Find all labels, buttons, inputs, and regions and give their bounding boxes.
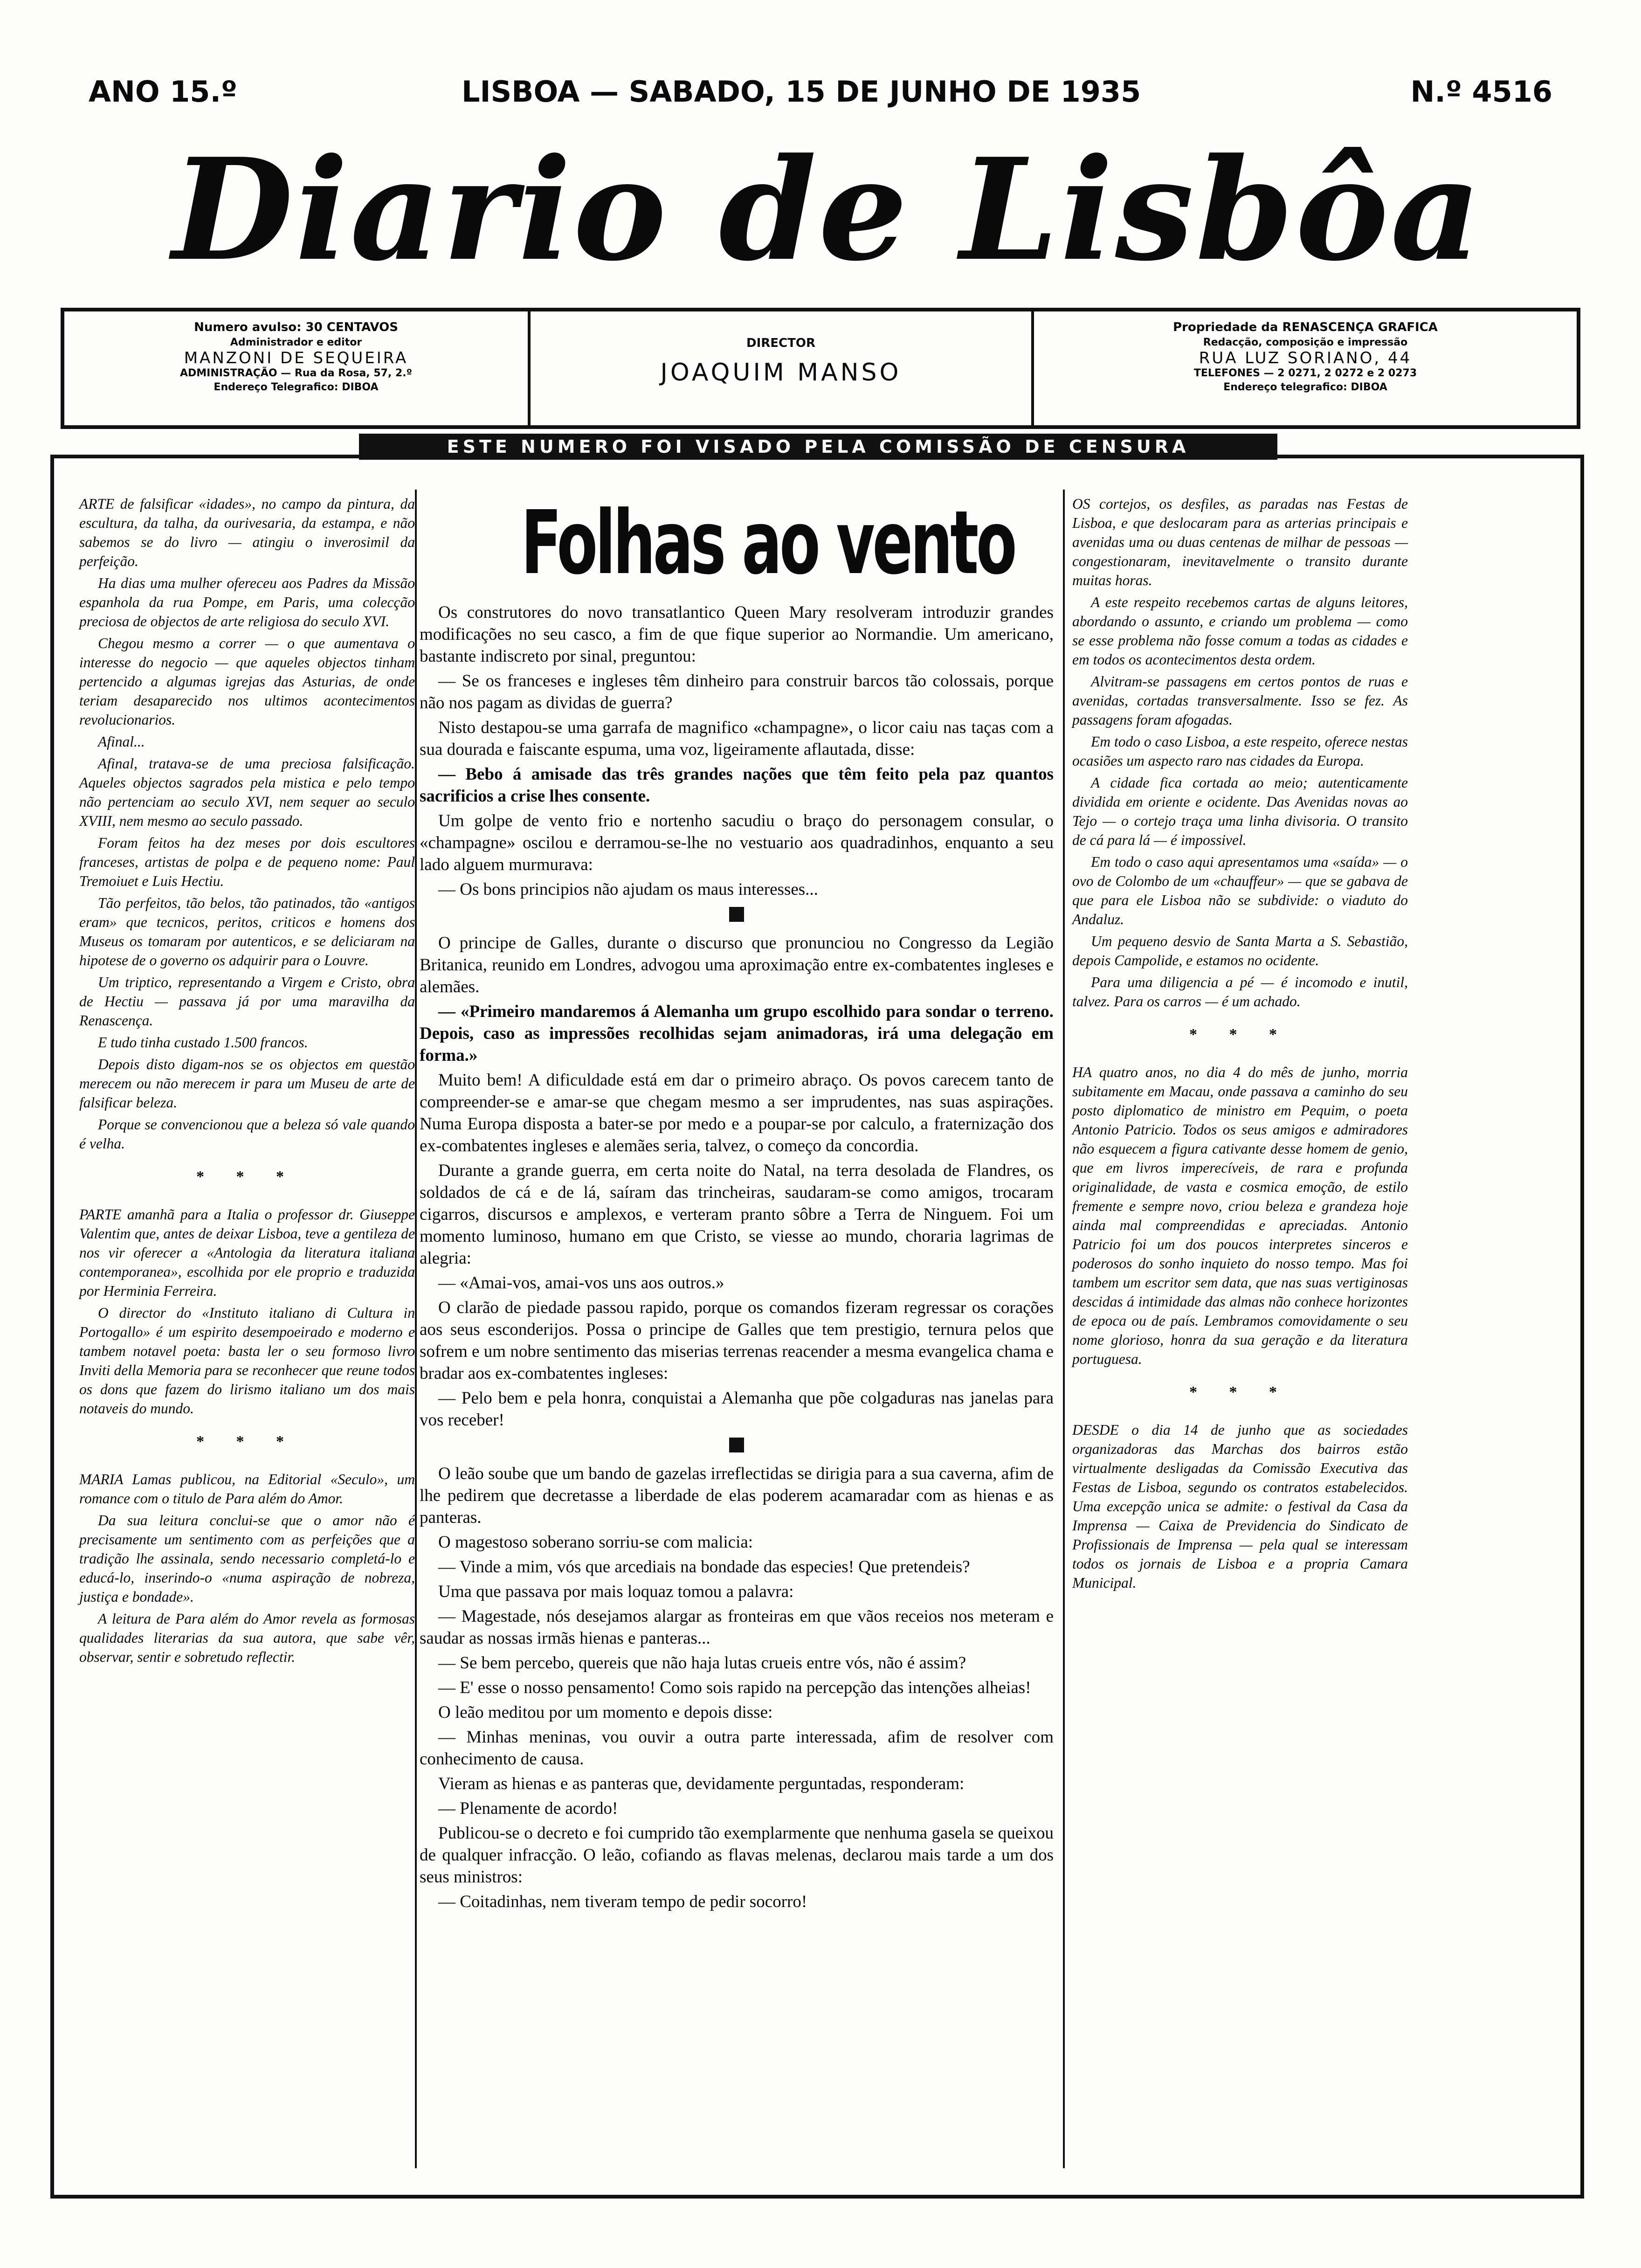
center-column — [420, 602, 1054, 1915]
center-para: Os construtores do novo transatlantico Queen Mary resolveram introduzir grandes modificações no seu casco, a fim de que fique superior ao Normandie. Um americano, bastante indiscreto por sinal, preguntou: — [420, 603, 1054, 666]
press-address: RUA LUZ SORIANO, 44 — [1199, 349, 1412, 367]
right-para: Para uma diligencia a pé — é incomodo e inutil, talvez. Para os carros — é um achado. — [1072, 974, 1408, 1010]
center-para: — Os bons principios não ajudam os maus interesses... — [438, 880, 818, 899]
director-label: DIRECTOR — [746, 336, 815, 350]
right-para: OS cortejos, os desfiles, as paradas nas Festas de Lisboa, e que deslocaram para as arterias principais e avenidas uma ou duas centenas de milhar de pessoas — congestionaram, inevitavelmente o transito durante muitas horas. — [1072, 496, 1408, 588]
center-para: Uma que passava por mais loquaz tomou a palavra: — [438, 1582, 794, 1601]
left-para: E tudo tinha custado 1.500 francos. — [98, 1034, 308, 1051]
center-para: — «Amai-vos, amai-vos uns aos outros.» — [438, 1273, 724, 1293]
section-separator: * * * — [1189, 1383, 1291, 1401]
section-separator: * * * — [1189, 1026, 1291, 1043]
right-para: HA quatro anos, no dia 4 do mês de junho, morria subitamente em Macau, onde passava a caminho do seu posto diplomatico de ministro em Pequim, o poeta Antonio Patricio. Todos os seus amigos e admiradores não esquecem a figura cativante desse homem de genio, que em livros imperecíveis, de rara e profunda originalidade, de vasta e cosmica emoção, de estilo fremente e sempre novo, criou beleza e grandeza hoje ainda mal compreendidas e apreciadas. Antonio Patricio foi um dos poucos interpretes sinceros e poderosos do sonho inquieto do nosso tempo. Mas foi tambem um escritor sem data, que nas suas vertiginosas descidas á intimidade das almas não conhece horizontes de epoca ou de país. Lembramos comovidamente o seu nome glorioso, honra da sua geração e da literatura portuguesa. — [1072, 1064, 1408, 1367]
press-line: Redacção, composição e impressão — [1203, 337, 1408, 348]
header-topline — [75, 75, 1566, 117]
left-para: Chegou mesmo a correr — o que aumentava o interesse do negocio — que aqueles objectos tinham pertencido a algumas igrejas das Asturias, de onde teriam desaparecido nos ultimos acontecimentos revolucionarios. — [79, 635, 415, 728]
left-para: ARTE de falsificar «idades», no campo da pintura, da escultura, da talha, da ourivesaria, da estampa, e não sabemos se do livro — atingiu o inverosimil da perfeição. — [79, 496, 415, 569]
left-para: Um triptico, representando a Virgem e Cristo, obra de Hectiu — passava já por uma maravilha da Renascença. — [79, 974, 415, 1029]
center-para: — Vinde a mim, vós que arcediais na bondade das especies! Que pretendeis? — [438, 1557, 970, 1577]
left-para: Ha dias uma mulher ofereceu aos Padres da Missão espanhola da rua Pompe, em Paris, uma colecção preciosa de objectos de arte religiosa do seculo XVI. — [79, 575, 415, 629]
left-para: Da sua leitura conclui-se que o amor não é precisamente um sentimento com as perfeições que a tradição lhe assinala, sendo necessario completá-lo e educá-lo, inserindo-o «numa aspiração de nobreza, justiça e bondade». — [79, 1512, 415, 1605]
left-para: Porque se convencionou que a beleza só vale quando é velha. — [79, 1116, 415, 1152]
center-para: Publicou-se o decreto e foi cumprido tão exemplarmente que nenhuma gasela se queixou de qualquer infracção. O leão, cofiando as flavas melenas, declarou mais tarde a um dos seus ministros: — [420, 1824, 1054, 1887]
admin-title: Administrador e editor — [230, 337, 362, 348]
center-para: Vieram as hienas e as panteras que, devidamente perguntadas, responderam: — [438, 1774, 965, 1793]
center-para: O principe de Galles, durante o discurso que pronunciou no Congresso da Legião Britanica, reunido em Londres, advogou uma aproximação entre ex-combatentes ingleses e alemães. — [420, 933, 1054, 996]
center-para: — Coitadinhas, nem tiveram tempo de pedir socorro! — [438, 1892, 807, 1911]
admin-name: MANZONI DE SEQUEIRA — [184, 349, 408, 367]
left-para: A leitura de Para além do Amor revela as formosas qualidades literarias da sua autora, que sabe vêr, observar, sentir e sobretudo reflectir. — [79, 1611, 415, 1665]
left-column — [79, 494, 415, 1669]
info-left — [64, 311, 531, 425]
left-para: PARTE amanhã para a Italia o professor dr. Giuseppe Valentim que, antes de deixar Lisboa, teve a gentileza de nos vir oferecer a «Antologia da literatura italiana contemporanea», escolhida por ele proprio e traduzida por Herminia Ferreira. — [79, 1206, 415, 1299]
right-para: Alvitram-se passagens em certos pontos de ruas e avenidas, cortadas transversalmente. Isso se fez. As passagens foram afogadas. — [1072, 673, 1408, 728]
right-para: Em todo o caso Lisboa, a este respeito, oferece nestas ocasiões um aspecto raro nas cidades da Europa. — [1072, 733, 1408, 769]
right-para: A cidade fica cortada ao meio; autenticamente dividida em oriente e ocidente. Das Avenidas novas ao Tejo — o cortejo traça uma linha divisoria. O transito de cá para lá — é impossivel. — [1072, 774, 1408, 848]
center-para: — Pelo bem e pela honra, conquistai a Alemanha que põe colgaduras nas janelas para vos receber! — [420, 1389, 1054, 1430]
admin-address: ADMINISTRAÇÃO — Rua da Rosa, 57, 2.º — [179, 367, 413, 379]
section-square-separator — [729, 907, 744, 922]
center-para: Muito bem! A dificuldade está em dar o primeiro abraço. Os povos carecem tanto de compreender-se e amar-se que chegam mesmo a ser imprudentes, nas suas aspirações. Numa Europa disposta a bater-se por medo e a poupar-se por calculo, a fraternização dos ex-combatentes ingleses e alemães seria, talvez, o começo da concordia. — [420, 1071, 1054, 1155]
article-headline: Folhas ao vento — [521, 492, 1015, 594]
center-para: — E' esse o nosso pensamento! Como sois rapido na percepção das intenções alheias! — [438, 1678, 1031, 1697]
right-column — [1072, 494, 1408, 1595]
masthead-title: Diario de Lisbôa — [172, 127, 1483, 292]
right-para: Um pequeno desvio de Santa Marta a S. Sebastião, depois Campolide, e estamos no ocidente. — [1072, 933, 1408, 968]
center-para: O leão soube que um bando de gazelas irreflectidas se dirigia para a sua caverna, afim de lhe pedirem que decretasse a liberdade de elas poderem acamaradar com as hienas e as panteras. — [420, 1464, 1054, 1527]
center-para: — Bebo á amisade das três grandes nações que têm feito pela paz quantos sacrificios a crise lhes consente. — [420, 765, 1054, 806]
issue-number: N.º 4516 — [1410, 75, 1552, 109]
section-separator: * * * — [196, 1433, 298, 1450]
center-para: — Magestade, nós desejamos alargar as fronteiras em que vãos receios nos meteram e saudar as nossas irmãs hienas e panteras... — [420, 1607, 1054, 1648]
center-para: O magestoso soberano sorriu-se com malicia: — [438, 1533, 753, 1552]
column-rule-left — [415, 490, 417, 2168]
center-para: Um golpe de vento frio e nortenho sacudiu o braço do personagem consular, o «champagne» oscilou e derramou-se-lhe no vestuario aos quadradinhos, enquanto a seu lado alguem murmurava: — [420, 811, 1054, 874]
publication-info-box — [61, 308, 1580, 429]
phones-line: TELEFONES — 2 0271, 2 0272 e 2 0273 — [1193, 367, 1417, 379]
right-para: Em todo o caso aqui apresentamos uma «saída» — o ovo de Colombo de um «chauffeur» — que se gabava de que para ele Lisboa não se subdivide: o viaduto do Andaluz. — [1072, 854, 1408, 927]
center-para: — Minhas meninas, vou ouvir a outra parte interessada, afim de resolver com conhecimento de causa. — [420, 1728, 1054, 1769]
info-right — [1034, 311, 1577, 425]
center-para: O leão meditou por um momento e depois disse: — [438, 1703, 773, 1722]
column-rule-right — [1063, 490, 1065, 2168]
left-para: O director do «Instituto italiano di Cultura in Portogallo» é um espirito desempoeirado e moderno e tambem notavel poeta: basta ler o seu formoso livro Inviti della Memoria para se reconhecer que reune todos os dons que fazem do lirismo italiano um dos mais notaveis do mundo. — [79, 1305, 415, 1417]
telegraph-right: Endereço telegrafico: DIBOA — [1223, 381, 1387, 393]
right-para: DESDE o dia 14 de junho que as sociedades organizadoras das Marchas dos bairros estão virtualmente desligadas da Comissão Executiva das Festas de Lisboa, segundo os contratos estabelecidos. Uma excepção unica se admite: o festival da Casa da Imprensa — Caixa de Previdencia do Sindicato de Profissionais de Imprensa — pela qual se interessam todos os jornais de Lisboa e a propria Camara Municipal. — [1072, 1422, 1408, 1591]
left-para: Tão perfeitos, tão belos, tão patinados, tão «antigos eram» que tecnicos, peritos, criticos e homens dos Museus os tomaram por autenticos, e se deliciaram na hipotese de o governo os adquirir para o Louvre. — [79, 895, 415, 968]
center-para: O clarão de piedade passou rapido, porque os comandos fizeram regressar os corações aos seus esconderijos. Possa o principe de Galles que tem prestigio, ternura pelos que sofrem e um nobre sentimento das miserias terrenas reacender a mesma evangelica chama e bradar aos ex-combatentes ingleses: — [420, 1298, 1054, 1383]
left-para: Afinal, tratava-se de uma preciosa falsificação. Aqueles objectos sagrados pela mistica e pelo tempo não pertenciam ao seculo XVI, nem sequer ao seculo XVIII, nem mesmo ao seculo passado. — [79, 755, 415, 829]
year-label: ANO 15.º — [89, 75, 237, 109]
left-para: Afinal... — [98, 733, 145, 750]
left-para: MARIA Lamas publicou, na Editorial «Seculo», um romance com o titulo de Para além do Amor. — [79, 1471, 415, 1507]
center-para: — Plenamente de acordo! — [438, 1799, 618, 1818]
right-para: A este respeito recebemos cartas de alguns leitores, abordando o assunto, e criando um problema — como se esse problema não fosse comum a todas as cidades e em todos os acontecimentos desta ordem. — [1072, 594, 1408, 668]
owner-line: Propriedade da RENASCENÇA GRAFICA — [1173, 320, 1438, 334]
left-para: Foram feitos ha dez meses por dois escultores franceses, artistas de polpa e de pequeno nome: Paul Tremoiuet e Luis Hectiu. — [79, 835, 415, 889]
section-separator: * * * — [196, 1168, 298, 1185]
center-para: Nisto destapou-se uma garrafa de magnifico «champagne», o licor caiu nas taças com a sua dourada e faiscante espuma, uma voz, ligeiramente aflautada, disse: — [420, 718, 1054, 759]
center-para: Durante a grande guerra, em certa noite do Natal, na terra desolada de Flandres, os soldados de cá e de lá, saíram das trincheiras, saudaram-se como amigos, trocaram cigarros, discursos e amplexos, e verteram pranto sôbre a Terra de Ninguem. Foi um momento luminoso, humano em que Cristo, se viesse ao mundo, choraria lagrimas de alegria: — [420, 1161, 1054, 1268]
director-name: JOAQUIM MANSO — [660, 359, 902, 387]
dateline: LISBOA — SABADO, 15 DE JUNHO DE 1935 — [462, 75, 1141, 109]
section-square-separator — [729, 1438, 744, 1452]
telegraph-left: Endereço Telegrafico: DIBOA — [214, 381, 379, 393]
info-director — [531, 311, 1034, 425]
price-line: Numero avulso: 30 CENTAVOS — [194, 320, 398, 334]
center-para: — Se os franceses e ingleses têm dinheiro para construir barcos tão colossais, porque não nos pagam as dividas de guerra? — [420, 671, 1054, 712]
center-para: — «Primeiro mandaremos á Alemanha um grupo escolhido para sondar o terreno. Depois, caso as impressões recolhidas sejam animadoras, irá uma delegação em forma.» — [420, 1002, 1054, 1065]
left-para: Depois disto digam-nos se os objectos em questão merecem ou não merecem ir para um Museu de arte de falsificar beleza. — [79, 1056, 415, 1111]
censorship-banner: ESTE NUMERO FOI VISADO PELA COMISSÃO DE CENSURA — [359, 434, 1277, 460]
center-para: — Se bem percebo, quereis que não haja lutas crueis entre vós, não é assim? — [438, 1653, 966, 1673]
